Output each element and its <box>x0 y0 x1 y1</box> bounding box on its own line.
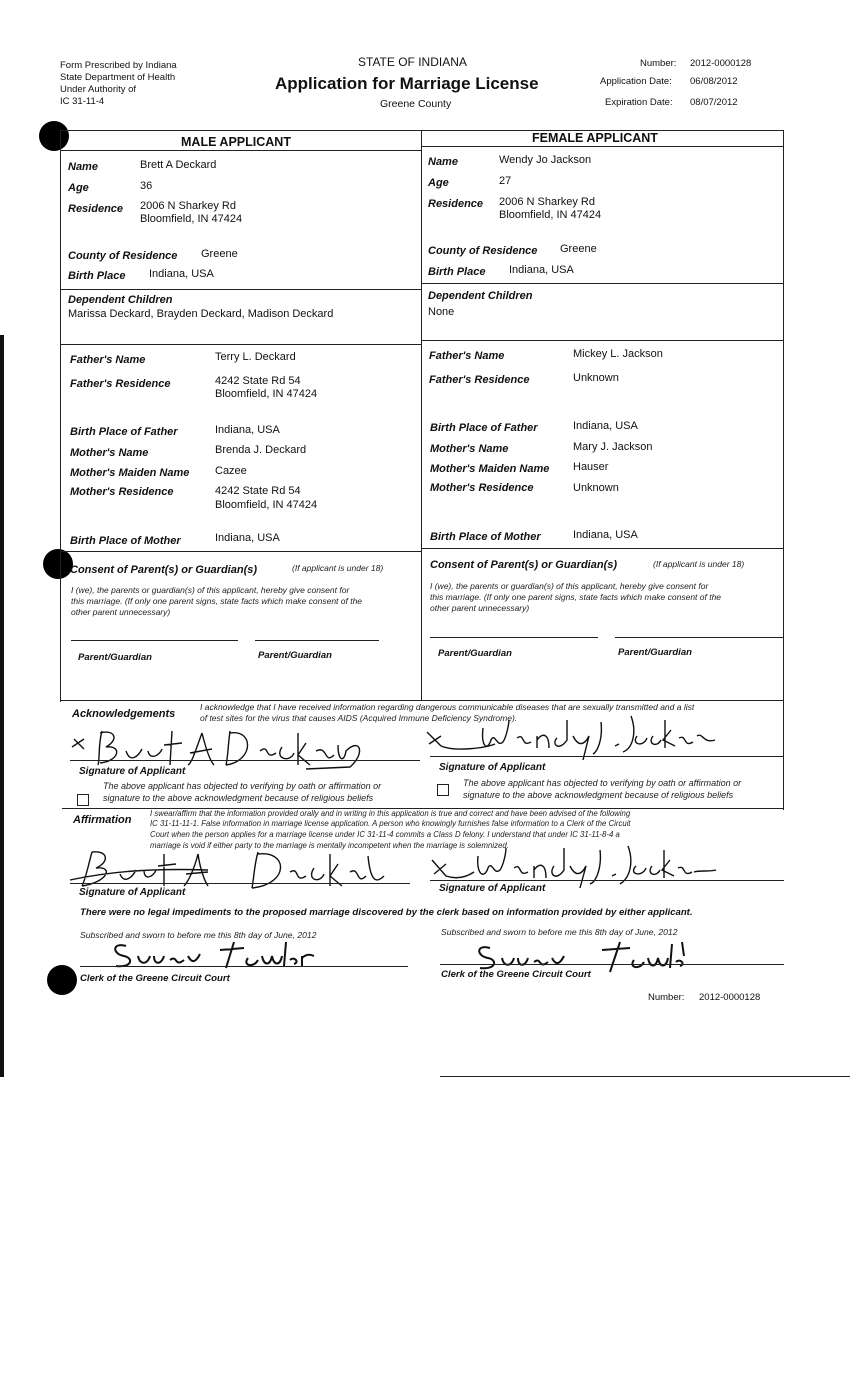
female-fathers-name-label: Father's Name <box>429 350 505 362</box>
male-age-label: Age <box>68 182 89 194</box>
female-objection-checkbox[interactable] <box>437 784 449 796</box>
male-dependent-children-value: Marissa Deckard, Brayden Deckard, Madison Deckard <box>68 308 334 320</box>
scan-edge <box>0 335 4 1077</box>
female-clerk-label: Clerk of the Greene Circuit Court <box>441 969 591 980</box>
female-fathers-name-value: Mickey L. Jackson <box>573 348 663 360</box>
female-consent-text-2: this marriage. (If only one parent signs, state facts which make consent of the <box>430 592 722 602</box>
female-fathers-residence-label: Father's Residence <box>429 374 530 386</box>
male-ack-signature <box>70 725 370 770</box>
male-parent-guardian-line-1 <box>71 640 238 641</box>
county-heading: Greene County <box>380 98 452 110</box>
female-consent-text-1: I (we), the parents or guardian(s) of this applicant, hereby give consent for <box>430 581 709 591</box>
female-objection-text-1: The above applicant has objected to verifying by oath or affirmation or <box>463 778 742 788</box>
female-dependent-children-value: None <box>428 306 455 318</box>
female-residence-line-1: 2006 N Sharkey Rd <box>499 196 595 208</box>
form-right-border <box>783 130 784 810</box>
female-ack-signature-label: Signature of Applicant <box>439 762 546 773</box>
page-bottom-rule <box>440 1076 850 1077</box>
female-county-label: County of Residence <box>428 245 538 257</box>
female-mother-birth-place-value: Indiana, USA <box>573 529 638 541</box>
affirm-text-line-4: marriage is void if either party to the marriage is mentally incompetent when the marriage is solemnized. <box>150 841 509 850</box>
male-fathers-residence-line-2: Bloomfield, IN 47424 <box>215 388 318 400</box>
female-name-label: Name <box>428 156 458 168</box>
form-prescribed-line-1: Form Prescribed by Indiana <box>60 60 177 71</box>
male-objection-checkbox[interactable] <box>77 794 89 806</box>
application-date-value: 06/08/2012 <box>690 76 738 87</box>
female-parent-guardian-line-1 <box>430 637 598 638</box>
male-consent-divider <box>60 551 422 552</box>
male-mothers-residence-line-2: Bloomfield, IN 47424 <box>215 499 318 511</box>
male-mothers-name-label: Mother's Name <box>70 447 149 459</box>
male-ack-signature-label: Signature of Applicant <box>79 766 186 777</box>
male-affirm-signature-label: Signature of Applicant <box>79 887 186 898</box>
female-clerk-signature-line <box>440 964 784 965</box>
male-age-value: 36 <box>140 180 153 192</box>
male-name-label: Name <box>68 161 98 173</box>
form-center-divider <box>421 130 422 700</box>
female-mothers-name-value: Mary J. Jackson <box>573 441 653 453</box>
female-dependent-children-label: Dependent Children <box>428 290 533 302</box>
male-objection-text-1: The above applicant has objected to verifying by oath or affirmation or <box>103 781 382 791</box>
female-applicant-heading: FEMALE APPLICANT <box>532 131 658 145</box>
footer-number-label: Number: <box>648 992 685 1003</box>
female-affirm-signature-label: Signature of Applicant <box>439 883 546 894</box>
female-mothers-name-label: Mother's Name <box>430 443 509 455</box>
form-prescribed-line-2: State Department of Health <box>60 72 176 83</box>
male-father-birth-place-label: Birth Place of Father <box>70 426 178 438</box>
male-parent-guardian-line-2 <box>255 640 379 641</box>
male-parents-divider <box>60 344 422 345</box>
female-residence-line-2: Bloomfield, IN 47424 <box>499 209 602 221</box>
female-consent-title: Consent of Parent(s) or Guardian(s) <box>430 559 618 571</box>
male-consent-note: (If applicant is under 18) <box>292 563 384 573</box>
female-consent-divider <box>421 548 784 549</box>
female-age-label: Age <box>428 177 449 189</box>
male-mothers-residence-line-1: 4242 State Rd 54 <box>215 485 301 497</box>
male-county-label: County of Residence <box>68 250 178 262</box>
female-children-divider <box>421 283 784 284</box>
male-birth-place-value: Indiana, USA <box>149 268 214 280</box>
male-ack-signature-line <box>70 760 420 761</box>
affirm-text-line-2: IC 31-11-11-1. False information in marriage license application. A person who knowingly furnishes false information to a Clerk of the Circuit <box>150 819 631 828</box>
male-objection-text-2: signature to the above acknowledgment because of religious beliefs <box>103 793 374 803</box>
ack-divider <box>60 700 784 701</box>
punch-hole-top <box>39 121 69 151</box>
female-birth-place-label: Birth Place <box>428 266 486 278</box>
male-consent-text-2: this marriage. (If only one parent signs, state facts which make consent of the <box>71 596 363 606</box>
male-fathers-name-value: Terry L. Deckard <box>215 351 296 363</box>
female-county-value: Greene <box>560 243 597 255</box>
female-parent-guardian-line-2 <box>615 637 783 638</box>
male-heading-underline <box>60 150 422 151</box>
male-parent-guardian-label-2: Parent/Guardian <box>258 650 332 661</box>
male-mothers-residence-label: Mother's Residence <box>70 486 174 498</box>
form-prescribed-line-3: Under Authority of <box>60 84 137 95</box>
female-ack-signature-line <box>430 756 784 757</box>
female-fathers-residence-value: Unknown <box>573 372 619 384</box>
male-name-value: Brett A Deckard <box>140 159 217 171</box>
footer-number-value: 2012-0000128 <box>699 992 761 1003</box>
form-prescribed-line-4: IC 31-11-4 <box>60 96 105 107</box>
male-residence-line-1: 2006 N Sharkey Rd <box>140 200 236 212</box>
female-parent-guardian-label-2: Parent/Guardian <box>618 647 692 658</box>
male-affirm-signature <box>68 846 388 891</box>
female-father-birth-place-value: Indiana, USA <box>573 420 638 432</box>
ack-text-line-2: of test sites for the virus that causes AIDS (Acquired Immune Deficiency Syndrome). <box>200 713 518 723</box>
male-consent-text-1: I (we), the parents or guardian(s) of this applicant, hereby give consent for <box>71 585 350 595</box>
affirm-text-line-3: Court when the person applies for a marriage license under IC 31-11-4 commits a Class D felony. I understand that under IC 31-11-8-4 a <box>150 830 620 839</box>
form-title: Application for Marriage License <box>275 74 539 93</box>
male-mother-birth-place-label: Birth Place of Mother <box>70 535 181 547</box>
punch-hole-bottom <box>47 965 77 995</box>
male-birth-place-label: Birth Place <box>68 270 126 282</box>
female-parent-guardian-label-1: Parent/Guardian <box>438 648 512 659</box>
male-mothers-name-value: Brenda J. Deckard <box>215 444 307 456</box>
female-mothers-maiden-value: Hauser <box>573 461 609 473</box>
female-heading-underline <box>421 146 784 147</box>
male-dependent-children-label: Dependent Children <box>68 294 173 306</box>
affirmation-label: Affirmation <box>73 814 132 826</box>
female-subscribed-text: Subscribed and sworn to before me this 8th day of June, 2012 <box>441 927 678 937</box>
male-affirm-signature-line <box>70 883 410 884</box>
expiration-date-value: 08/07/2012 <box>690 97 738 108</box>
male-mothers-maiden-label: Mother's Maiden Name <box>70 467 190 479</box>
punch-hole-middle <box>43 549 73 579</box>
male-applicant-heading: MALE APPLICANT <box>181 135 291 149</box>
male-consent-title: Consent of Parent(s) or Guardian(s) <box>70 564 258 576</box>
state-heading: STATE OF INDIANA <box>358 55 467 69</box>
female-mother-birth-place-label: Birth Place of Mother <box>430 531 541 543</box>
male-subscribed-text: Subscribed and sworn to before me this 8th day of June, 2012 <box>80 930 317 940</box>
male-county-value: Greene <box>201 248 238 260</box>
number-label: Number: <box>640 58 677 69</box>
female-affirm-signature-line <box>430 880 784 881</box>
male-residence-label: Residence <box>68 203 124 215</box>
female-residence-label: Residence <box>428 198 484 210</box>
female-parents-divider <box>421 340 784 341</box>
acknowledgements-label: Acknowledgements <box>72 708 176 720</box>
ack-text-line-1: I acknowledge that I have received information regarding dangerous communicable diseases that are sexually transmitted and a list <box>200 702 695 712</box>
male-residence-line-2: Bloomfield, IN 47424 <box>140 213 243 225</box>
male-clerk-signature-line <box>80 966 408 967</box>
male-consent-text-3: other parent unnecessary) <box>71 607 171 617</box>
expiration-date-label: Expiration Date: <box>605 97 673 108</box>
female-mothers-residence-label: Mother's Residence <box>430 482 534 494</box>
female-birth-place-value: Indiana, USA <box>509 264 574 276</box>
male-fathers-residence-line-1: 4242 State Rd 54 <box>215 375 301 387</box>
male-clerk-label: Clerk of the Greene Circuit Court <box>80 973 230 984</box>
male-fathers-residence-label: Father's Residence <box>70 378 171 390</box>
female-mothers-maiden-label: Mother's Maiden Name <box>430 463 550 475</box>
female-ack-signature <box>425 712 725 762</box>
female-mothers-residence-value: Unknown <box>573 482 619 494</box>
male-children-divider <box>60 289 422 290</box>
form-left-border <box>60 130 61 702</box>
no-impediments-statement: There were no legal impediments to the proposed marriage discovered by the clerk based on information provided by either applicant. <box>80 907 693 918</box>
female-objection-text-2: signature to the above acknowledgment because of religious beliefs <box>463 790 734 800</box>
female-age-value: 27 <box>499 175 512 187</box>
male-father-birth-place-value: Indiana, USA <box>215 424 280 436</box>
application-date-label: Application Date: <box>600 76 672 87</box>
female-name-value: Wendy Jo Jackson <box>499 154 592 166</box>
male-parent-guardian-label-1: Parent/Guardian <box>78 652 152 663</box>
affirm-text-line-1: I swear/affirm that the information provided orally and in writing in this application is true and correct and have been advised of the following <box>150 809 631 818</box>
male-mother-birth-place-value: Indiana, USA <box>215 532 280 544</box>
male-fathers-name-label: Father's Name <box>70 354 146 366</box>
male-mothers-maiden-value: Cazee <box>215 465 247 477</box>
number-value: 2012-0000128 <box>690 58 752 69</box>
form-top-border <box>60 130 784 131</box>
female-consent-text-3: other parent unnecessary) <box>430 603 530 613</box>
female-consent-note: (If applicant is under 18) <box>653 559 745 569</box>
female-father-birth-place-label: Birth Place of Father <box>430 422 538 434</box>
